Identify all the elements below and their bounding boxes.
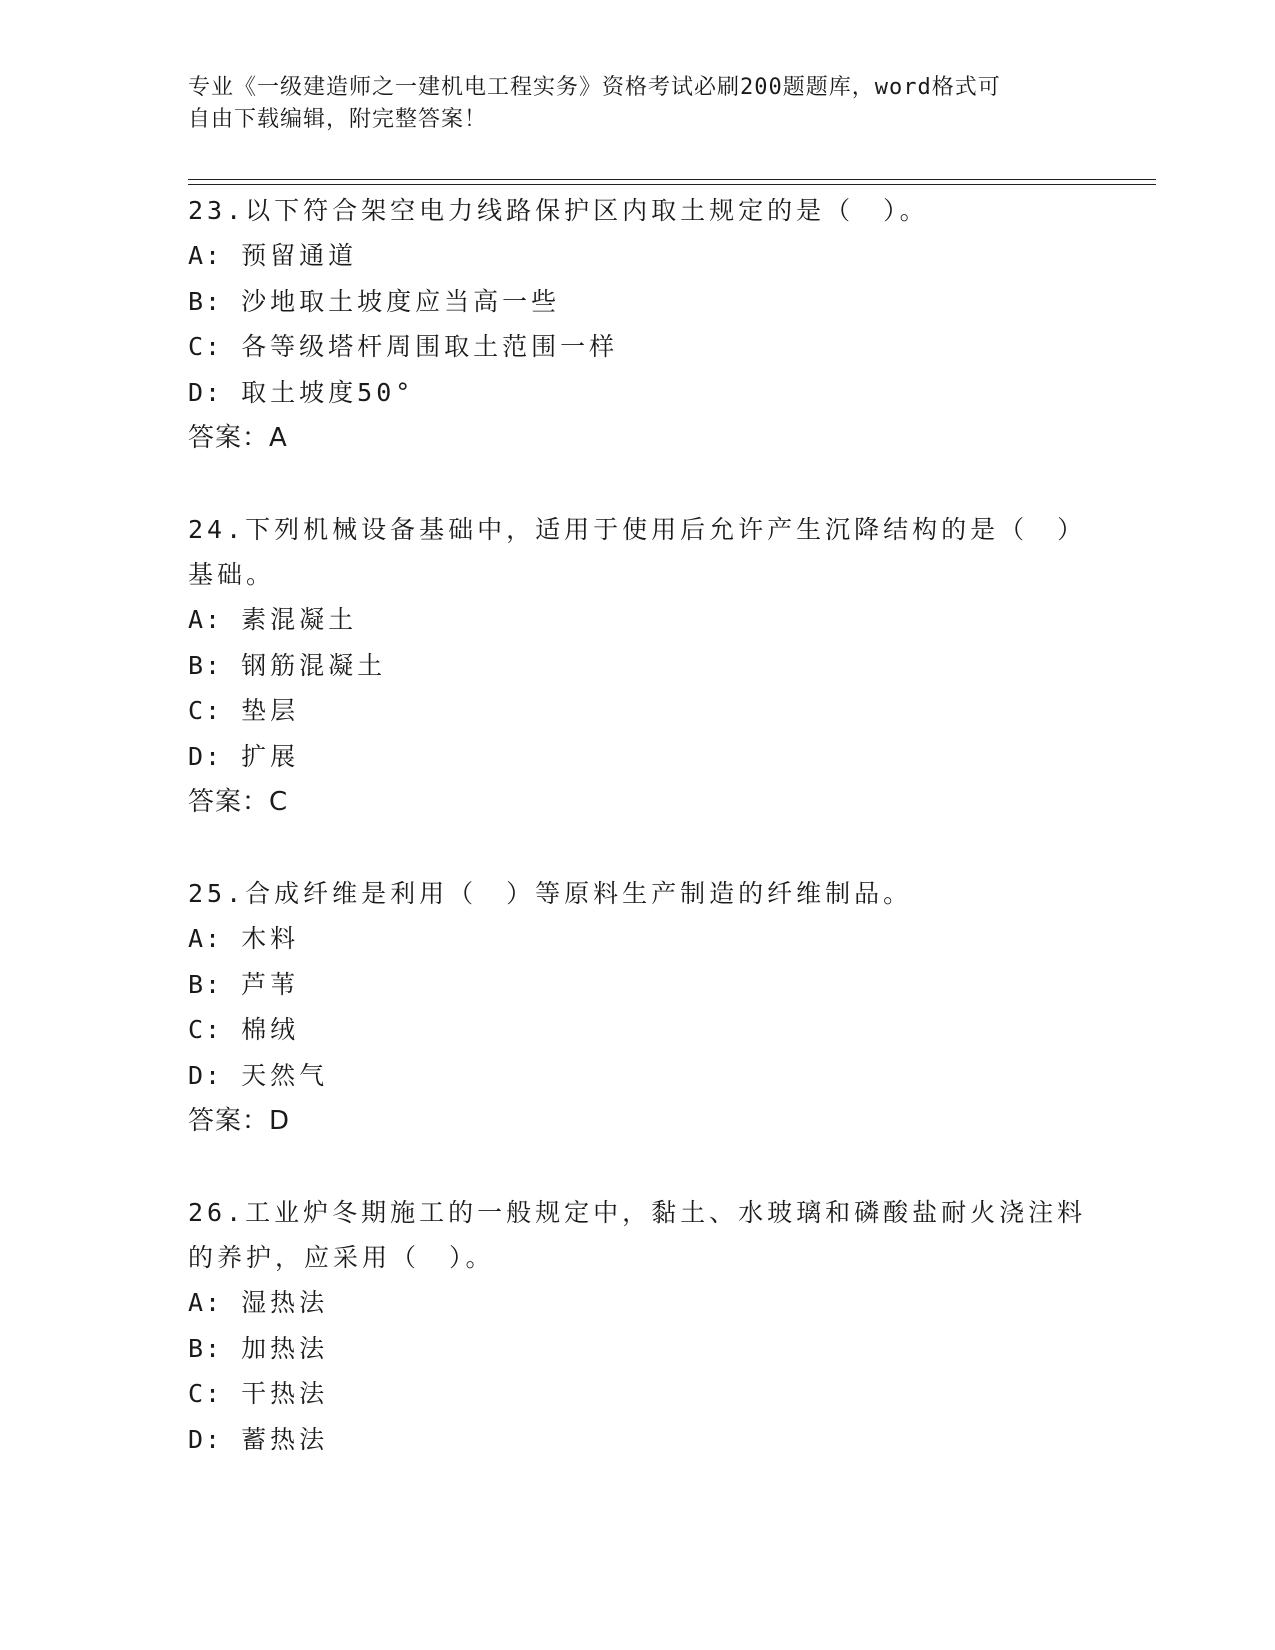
option-letter: C:	[188, 1015, 223, 1044]
option-text: 各等级塔杆周围取土范围一样	[241, 332, 619, 361]
header-rule-bottom	[188, 184, 1156, 185]
option-a	[188, 916, 1088, 962]
option-letter: D:	[188, 1424, 223, 1454]
option-text: 芦苇	[241, 969, 300, 999]
option-d	[188, 734, 1088, 780]
option-letter: B:	[188, 1333, 223, 1363]
header-line-2: 自由下载编辑，附完整答案！	[188, 107, 488, 132]
option-letter: C:	[188, 332, 223, 361]
header-rule-top	[188, 179, 1156, 180]
option-a	[188, 597, 1088, 643]
option-b	[188, 643, 1088, 689]
question-stem: 26.工业炉冬期施工的一般规定中，黏土、水玻璃和磷酸盐耐火浇注料的养护，应采用（ ）。	[188, 1198, 1087, 1272]
option-a	[188, 1280, 1088, 1326]
question-stem: 25.合成纤维是利用（ ）等原料生产制造的纤维制品。	[188, 879, 913, 908]
header-line-1: 专业《一级建造师之一建机电工程实务》资格考试必刷200题题库，word格式可	[188, 75, 1001, 100]
option-text: 垫层	[241, 696, 300, 725]
option-letter: A:	[188, 924, 223, 953]
option-text: 木料	[241, 924, 300, 953]
option-a	[188, 233, 1088, 279]
option-text: 预留通道	[241, 241, 358, 270]
option-text: 天然气	[241, 1060, 329, 1090]
option-text: 扩展	[241, 741, 300, 771]
option-letter: C:	[188, 696, 223, 725]
option-b	[188, 962, 1088, 1008]
option-d	[188, 370, 1088, 416]
option-letter: A:	[188, 1288, 223, 1317]
option-c	[188, 1007, 1088, 1053]
option-letter: D:	[188, 741, 223, 771]
option-letter: B:	[188, 969, 223, 999]
answer-line: 答案：D	[188, 1106, 291, 1136]
option-letter: C:	[188, 1379, 223, 1408]
option-d	[188, 1417, 1088, 1463]
question-25	[188, 871, 1088, 1144]
option-letter: A:	[188, 605, 223, 634]
option-b	[188, 279, 1088, 325]
question-stem: 24.下列机械设备基础中，适用于使用后允许产生沉降结构的是（ ）基础。	[188, 515, 1087, 589]
question-26	[188, 1190, 1088, 1462]
option-letter: D:	[188, 1060, 223, 1090]
option-letter: D:	[188, 377, 223, 407]
option-c	[188, 324, 1088, 370]
option-letter: A:	[188, 241, 223, 270]
question-stem: 23.以下符合架空电力线路保护区内取土规定的是（ ）。	[188, 196, 929, 225]
option-text: 沙地取土坡度应当高一些	[241, 286, 561, 316]
option-c	[188, 1371, 1088, 1417]
option-text: 棉绒	[241, 1015, 300, 1044]
answer-line: 答案：C	[188, 787, 289, 817]
option-b	[188, 1326, 1088, 1372]
option-text: 素混凝土	[241, 605, 358, 634]
option-c	[188, 688, 1088, 734]
option-text: 干热法	[241, 1379, 329, 1408]
option-text: 蓄热法	[241, 1424, 329, 1454]
question-23	[188, 188, 1088, 461]
question-24	[188, 507, 1088, 825]
answer-line: 答案：A	[188, 423, 288, 453]
option-text: 取土坡度50°	[241, 377, 415, 407]
option-letter: B:	[188, 286, 223, 316]
option-letter: B:	[188, 650, 223, 680]
option-d	[188, 1053, 1088, 1099]
question-list	[188, 188, 1088, 1508]
document-header	[188, 72, 1068, 136]
option-text: 湿热法	[241, 1288, 329, 1317]
option-text: 加热法	[241, 1333, 329, 1363]
option-text: 钢筋混凝土	[241, 650, 387, 680]
